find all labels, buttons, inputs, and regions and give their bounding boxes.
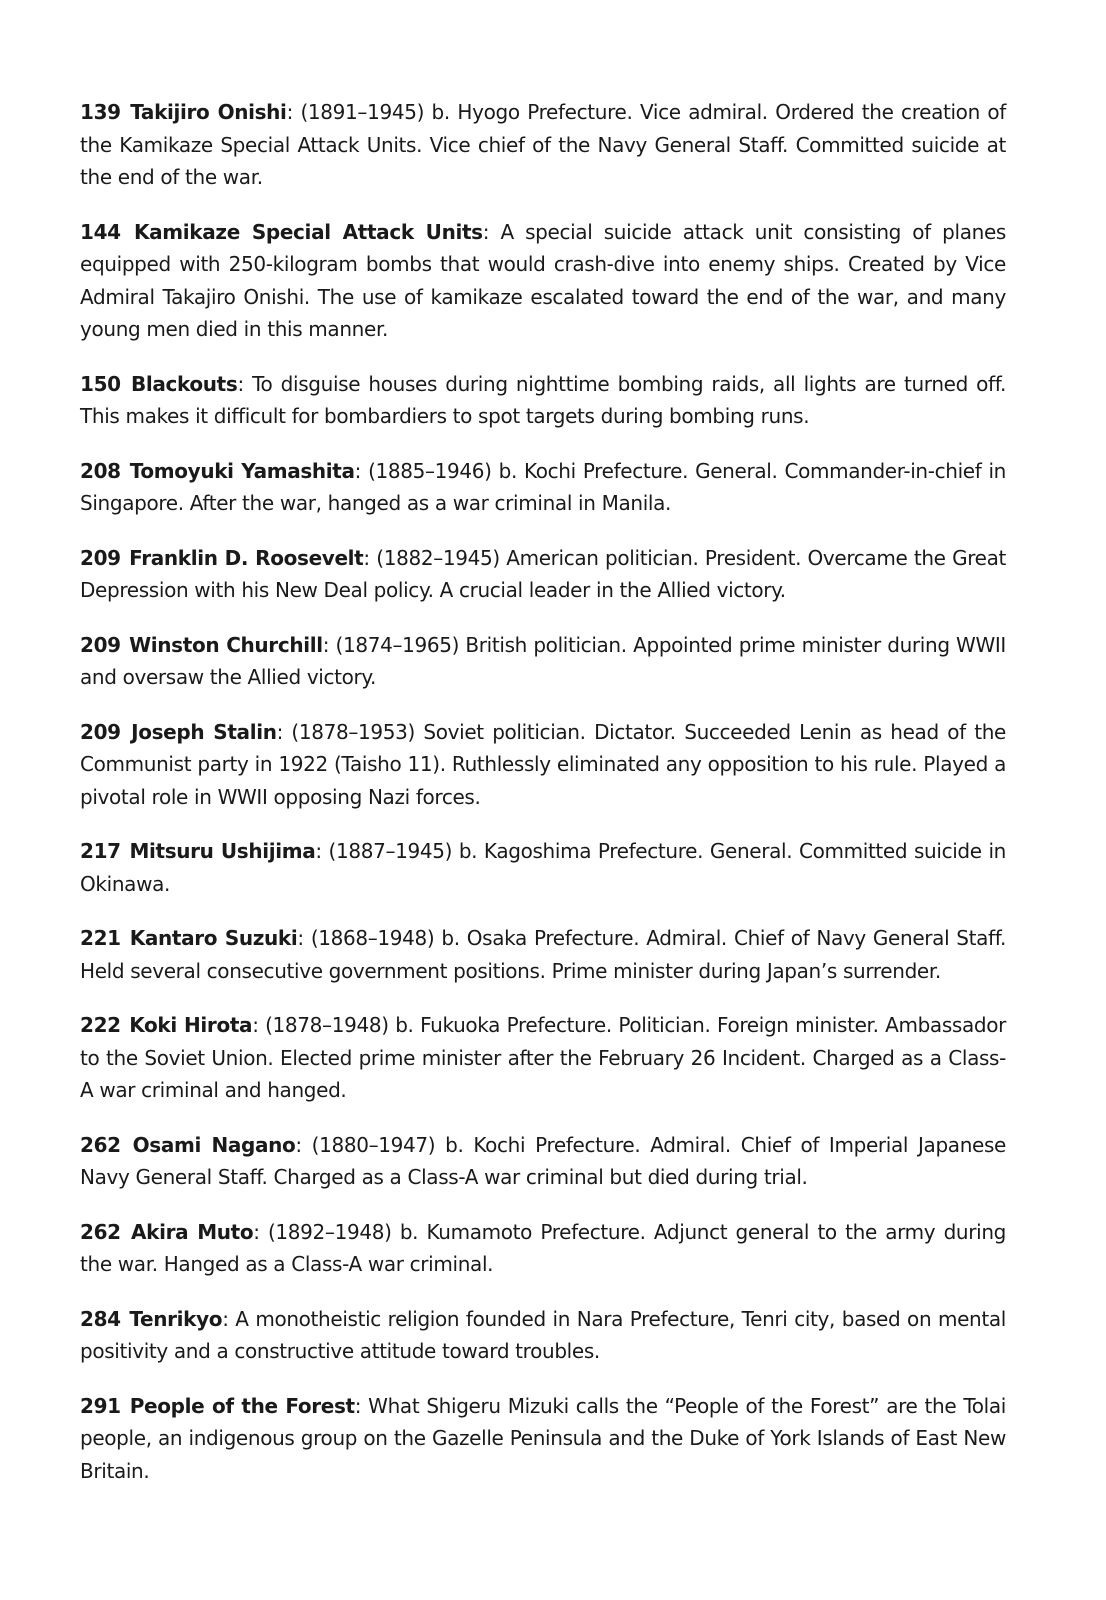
- note-text: To disguise houses during nighttime bombing raids, all lights are turned off. This makes it difficult for bombardiers to spot targets during bombing runs.: [80, 371, 1006, 428]
- note-page-number: 262: [80, 1219, 121, 1244]
- note-text: A monotheistic religion founded in Nara Prefecture, Tenri city, based on mental positivity and a constructive attitude toward troubles.: [80, 1306, 1006, 1363]
- note-text: (1891–1945) b. Hyogo Prefecture. Vice admiral. Ordered the creation of the Kamikaze Special Attack Units. Vice chief of the Navy General Staff. Committed suicide at the end of the war.: [80, 100, 1006, 189]
- note-term: Winston Churchill: [129, 632, 323, 657]
- note-text: A special suicide attack unit consisting of planes equipped with 250-kilogram bombs that would crash-dive into enemy ships. Created by Vice Admiral Takajiro Onishi. The use of kamikaze escalated toward the end of the war, and many young men died in this manner.: [80, 219, 1006, 341]
- note-term: Osami Nagano: [132, 1132, 296, 1157]
- glossary-notes: [80, 96, 1006, 1509]
- note-text: (1882–1945) American politician. President. Overcame the Great Depression with his New Deal policy. A crucial leader in the Allied victory.: [80, 545, 1007, 602]
- note-text: (1878–1948) b. Fukuoka Prefecture. Politician. Foreign minister. Ambassador to the Soviet Union. Elected prime minister after the February 26 Incident. Charged as a Class-A war criminal and hanged.: [80, 1013, 1006, 1102]
- note-page-number: 139: [80, 100, 121, 124]
- note-entry: 209 Franklin D. Roosevelt: (1882–1945) American politician. President. Overcame the Great Depression with his New Deal policy. A crucial leader in the Allied victory.: [80, 545, 1007, 602]
- note-term: Kantaro Suzuki: [129, 926, 298, 950]
- note-entry: 291 People of the Forest: What Shigeru Mizuki calls the “People of the Forest” are the Tolai people, an indigenous group on the Gazelle Peninsula and the Duke of York Islands of East New Britain.: [80, 1393, 1007, 1483]
- note-entry: 209 Winston Churchill: (1874–1965) British politician. Appointed prime minister during WWII and oversaw the Allied victory.: [80, 632, 1006, 689]
- note-term: Takijiro Onishi: [130, 100, 287, 124]
- note-page-number: 208: [80, 458, 121, 483]
- note-term: Blackouts: [130, 371, 238, 396]
- note-entry: 221 Kantaro Suzuki: (1868–1948) b. Osaka Prefecture. Admiral. Chief of Navy General Staff. Held several consecutive government positions. Prime minister during Japan’s surrender.: [80, 926, 1006, 983]
- note-entry: 209 Joseph Stalin: (1878–1953) Soviet politician. Dictator. Succeeded Lenin as head of the Communist party in 1922 (Taisho 11). Ruthlessly eliminated any opposition to his rule. Played a pivotal role in WWII opposing Nazi forces.: [80, 719, 1006, 809]
- note-entry: 144 Kamikaze Special Attack Units: A special suicide attack unit consisting of planes equipped with 250-kilogram bombs that would crash-dive into enemy ships. Created by Vice Admiral Takajiro Onishi. The use of kamikaze escalated toward the end of the war, and many young men died in this manner.: [80, 219, 1006, 341]
- note-page-number: 144: [80, 219, 121, 244]
- note-entry: 262 Osami Nagano: (1880–1947) b. Kochi Prefecture. Admiral. Chief of Imperial Japanese Navy General Staff. Charged as a Class-A war criminal but died during trial.: [80, 1132, 1007, 1189]
- note-term: Franklin D. Roosevelt: [129, 545, 364, 570]
- note-term: Joseph Stalin: [131, 719, 277, 744]
- note-page-number: 217: [80, 839, 121, 863]
- note-term: Tenrikyo: [129, 1306, 223, 1331]
- note-page-number: 150: [80, 371, 121, 396]
- note-page-number: 291: [80, 1393, 121, 1418]
- note-text: (1887–1945) b. Kagoshima Prefecture. General. Committed suicide in Okinawa.: [80, 839, 1006, 896]
- note-page-number: 209: [80, 632, 121, 657]
- note-entry: 217 Mitsuru Ushijima: (1887–1945) b. Kagoshima Prefecture. General. Committed suicide in Okinawa.: [80, 839, 1006, 896]
- note-text: (1892–1948) b. Kumamoto Prefecture. Adjunct general to the army during the war. Hanged as a Class-A war criminal.: [80, 1219, 1007, 1276]
- note-entry: 284 Tenrikyo: A monotheistic religion founded in Nara Prefecture, Tenri city, based on mental positivity and a constructive attitude toward troubles.: [80, 1306, 1006, 1363]
- note-text: (1874–1965) British politician. Appointed prime minister during WWII and oversaw the Allied victory.: [80, 632, 1006, 689]
- note-entry: 222 Koki Hirota: (1878–1948) b. Fukuoka Prefecture. Politician. Foreign minister. Ambassador to the Soviet Union. Elected prime minister after the February 26 Incident. Charged as a Class-A war criminal and hanged.: [80, 1013, 1006, 1102]
- note-term: Kamikaze Special Attack Units: [134, 219, 483, 244]
- note-entry: 139 Takijiro Onishi: (1891–1945) b. Hyogo Prefecture. Vice admiral. Ordered the creation of the Kamikaze Special Attack Units. Vice chief of the Navy General Staff. Committed suicide at the end of the war.: [80, 100, 1006, 189]
- note-text: (1868–1948) b. Osaka Prefecture. Admiral. Chief of Navy General Staff. Held several consecutive government positions. Prime minister during Japan’s surrender.: [80, 926, 1006, 983]
- note-entry: 208 Tomoyuki Yamashita: (1885–1946) b. Kochi Prefecture. General. Commander-in-chief in Singapore. After the war, hanged as a war criminal in Manila.: [80, 458, 1006, 515]
- note-page-number: 221: [80, 926, 121, 950]
- note-entry: 150 Blackouts: To disguise houses during nighttime bombing raids, all lights are turned off. This makes it difficult for bombardiers to spot targets during bombing runs.: [80, 371, 1006, 428]
- note-page-number: 209: [80, 719, 121, 744]
- note-term: Mitsuru Ushijima: [129, 839, 316, 863]
- note-text: What Shigeru Mizuki calls the “People of the Forest” are the Tolai people, an indigenous group on the Gazelle Peninsula and the Duke of York Islands of East New Britain.: [80, 1393, 1007, 1483]
- note-text: (1878–1953) Soviet politician. Dictator. Succeeded Lenin as head of the Communist party in 1922 (Taisho 11). Ruthlessly eliminated any opposition to his rule. Played a pivotal role in WWII opposing Nazi forces.: [80, 719, 1006, 809]
- note-page-number: 209: [80, 545, 121, 570]
- note-term: Tomoyuki Yamashita: [129, 458, 355, 483]
- note-term: Akira Muto: [131, 1219, 254, 1244]
- note-term: Koki Hirota: [129, 1013, 253, 1037]
- note-page-number: 222: [80, 1013, 121, 1037]
- note-page-number: 262: [80, 1132, 121, 1157]
- note-text: (1880–1947) b. Kochi Prefecture. Admiral. Chief of Imperial Japanese Navy General Staff. Charged as a Class-A war criminal but died during trial.: [80, 1132, 1007, 1189]
- note-term: People of the Forest: [129, 1393, 355, 1418]
- note-page-number: 284: [80, 1306, 121, 1331]
- note-text: (1885–1946) b. Kochi Prefecture. General. Commander-in-chief in Singapore. After the war, hanged as a war criminal in Manila.: [80, 458, 1006, 515]
- note-entry: 262 Akira Muto: (1892–1948) b. Kumamoto Prefecture. Adjunct general to the army during the war. Hanged as a Class-A war criminal.: [80, 1219, 1007, 1276]
